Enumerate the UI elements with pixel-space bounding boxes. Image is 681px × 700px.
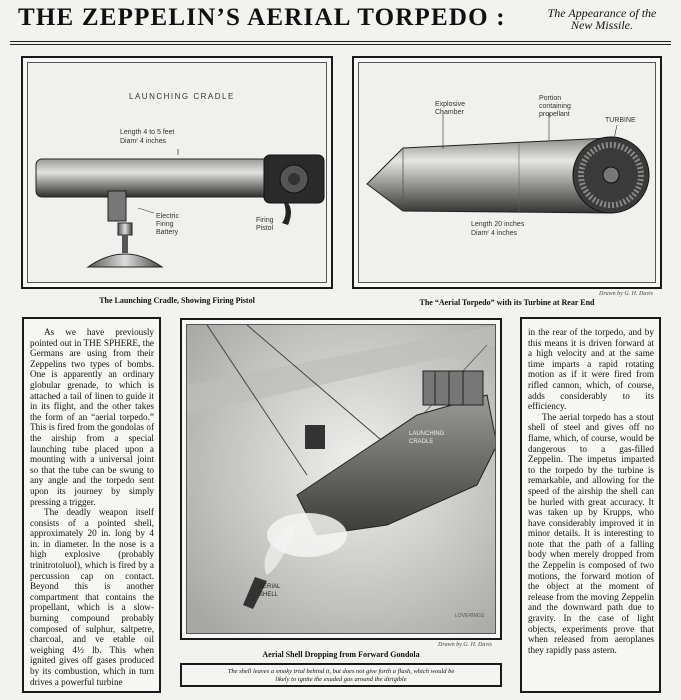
subheadline: [527, 7, 677, 31]
headline: THE ZEPPELIN’S AERIAL TORPEDO :: [18, 4, 506, 31]
pistol-label: Firing Pistol: [256, 217, 274, 232]
torpedo-caption: The “Aerial Torpedo” with its Turbine at Rear End: [419, 298, 595, 307]
torpedo-length-label: Length 20 inches: [471, 221, 525, 228]
cradle-drawing: [28, 63, 327, 283]
torpedo-diameter-label: Diamʳ 4 inches: [471, 230, 518, 237]
article-left-column: [30, 327, 154, 687]
svg-text:LOVERINGS: LOVERINGS: [455, 613, 485, 619]
cradle-heading: LAUNCHING CRADLE: [129, 92, 235, 101]
article-right-column: [528, 327, 654, 655]
gondola-caption: Aerial Shell Dropping from Forward Gondola: [262, 650, 420, 659]
paragraph: As we have previously pointed out in THE SPHERE, the Germans are using from their Zeppelins two types of bombs. One is apparently an ordinary globular grenade, to which is attached a tail of linen to guide it in its flight, and the other takes the form of an “aerial torpedo.” This is fired from the gondolas of the airship from a special launching tube placed upon a mounting with a universal joint so that the tube can be swung to any angle and the torpedo sent upon its journey by simply pressing a trigger.: [30, 327, 154, 507]
propellant-label: Portion containing propellant: [539, 95, 571, 118]
subheadline-line-1: The Appearance of the: [547, 6, 657, 20]
cradle-illustration: [21, 56, 333, 289]
cradle-caption: The Launching Cradle, Showing Firing Pistol: [99, 296, 255, 305]
cradle-diameter-label: Diamʳ 4 inches: [120, 138, 167, 145]
aerial-shell-label: AERIAL SHELL: [259, 584, 281, 598]
paragraph: The aerial torpedo has a stout shell of steel and gives off no flame, which, of course, would be dangerous to a gas-filled Zeppelin. The impetus imparted to the torpedo by the turbine is remarkable, and allowing for the speed of the airship the shell can be hurled with great accuracy. It was taken up by Krupps, who have considerably improved it in minor details. It is interesting to note that the path of a falling body when merely dropped from the Zeppelin is composed of two motions, the forward motion of the object at the moment of release from the moving Zeppelin and the downward path due to gravity. In the case of light objects, experiments prove that when released from aeroplanes they rapidly pass astern.: [528, 411, 654, 655]
gondola-credit: Drawn by G. H. Davis: [438, 642, 492, 648]
torpedo-credit: Drawn by G. H. Davis: [599, 291, 653, 297]
battery-label: Electric Firing Battery: [156, 213, 179, 236]
gondola-cradle-label: LAUNCHING CRADLE: [409, 431, 445, 445]
bottom-caption-box: [180, 663, 502, 687]
torpedo-drawing: [359, 63, 656, 283]
gondola-illustration: [180, 318, 502, 640]
turbine-label: TURBINE: [605, 117, 636, 124]
cradle-length-label: Length 4 to 5 feet: [120, 129, 175, 136]
gondola-drawing: [187, 325, 496, 634]
subheadline-line-2: New Missile.: [571, 18, 633, 32]
paragraph: in the rear of the torpedo, and by this means it is driven forward at a high velocity and at the same time imparts a rapid rotating motion as if it were fired from rifled cannon, which, of course, adds considerably to its efficiency.: [528, 327, 654, 412]
header-rule: [10, 41, 671, 42]
paragraph: The deadly weapon itself consists of a pointed shell, approximately 20 in. long by 4 in. in diameter. In the nose is a high explosive (probably trinitrotoluol), which is fired by a percussion cap on contact. Beyond this is another compartment that contains the propellant, which is a slow-burning compound probably composed of sulphur, saltpetre, charcoal, and ve etable oil weighing 4½ lb. This when ignited gives off gases produced by its combustion, which in turn drives a powerful turbine: [30, 507, 154, 687]
header-rule-double: [10, 44, 671, 45]
bottom-caption: The shell leaves a smoky trial behind it, but does not give forth a flash, which would be likely to ignite the exuded gas around the dirigible: [227, 668, 455, 683]
torpedo-illustration: [352, 56, 662, 289]
explosive-chamber-label: Explosive Chamber: [435, 101, 465, 116]
